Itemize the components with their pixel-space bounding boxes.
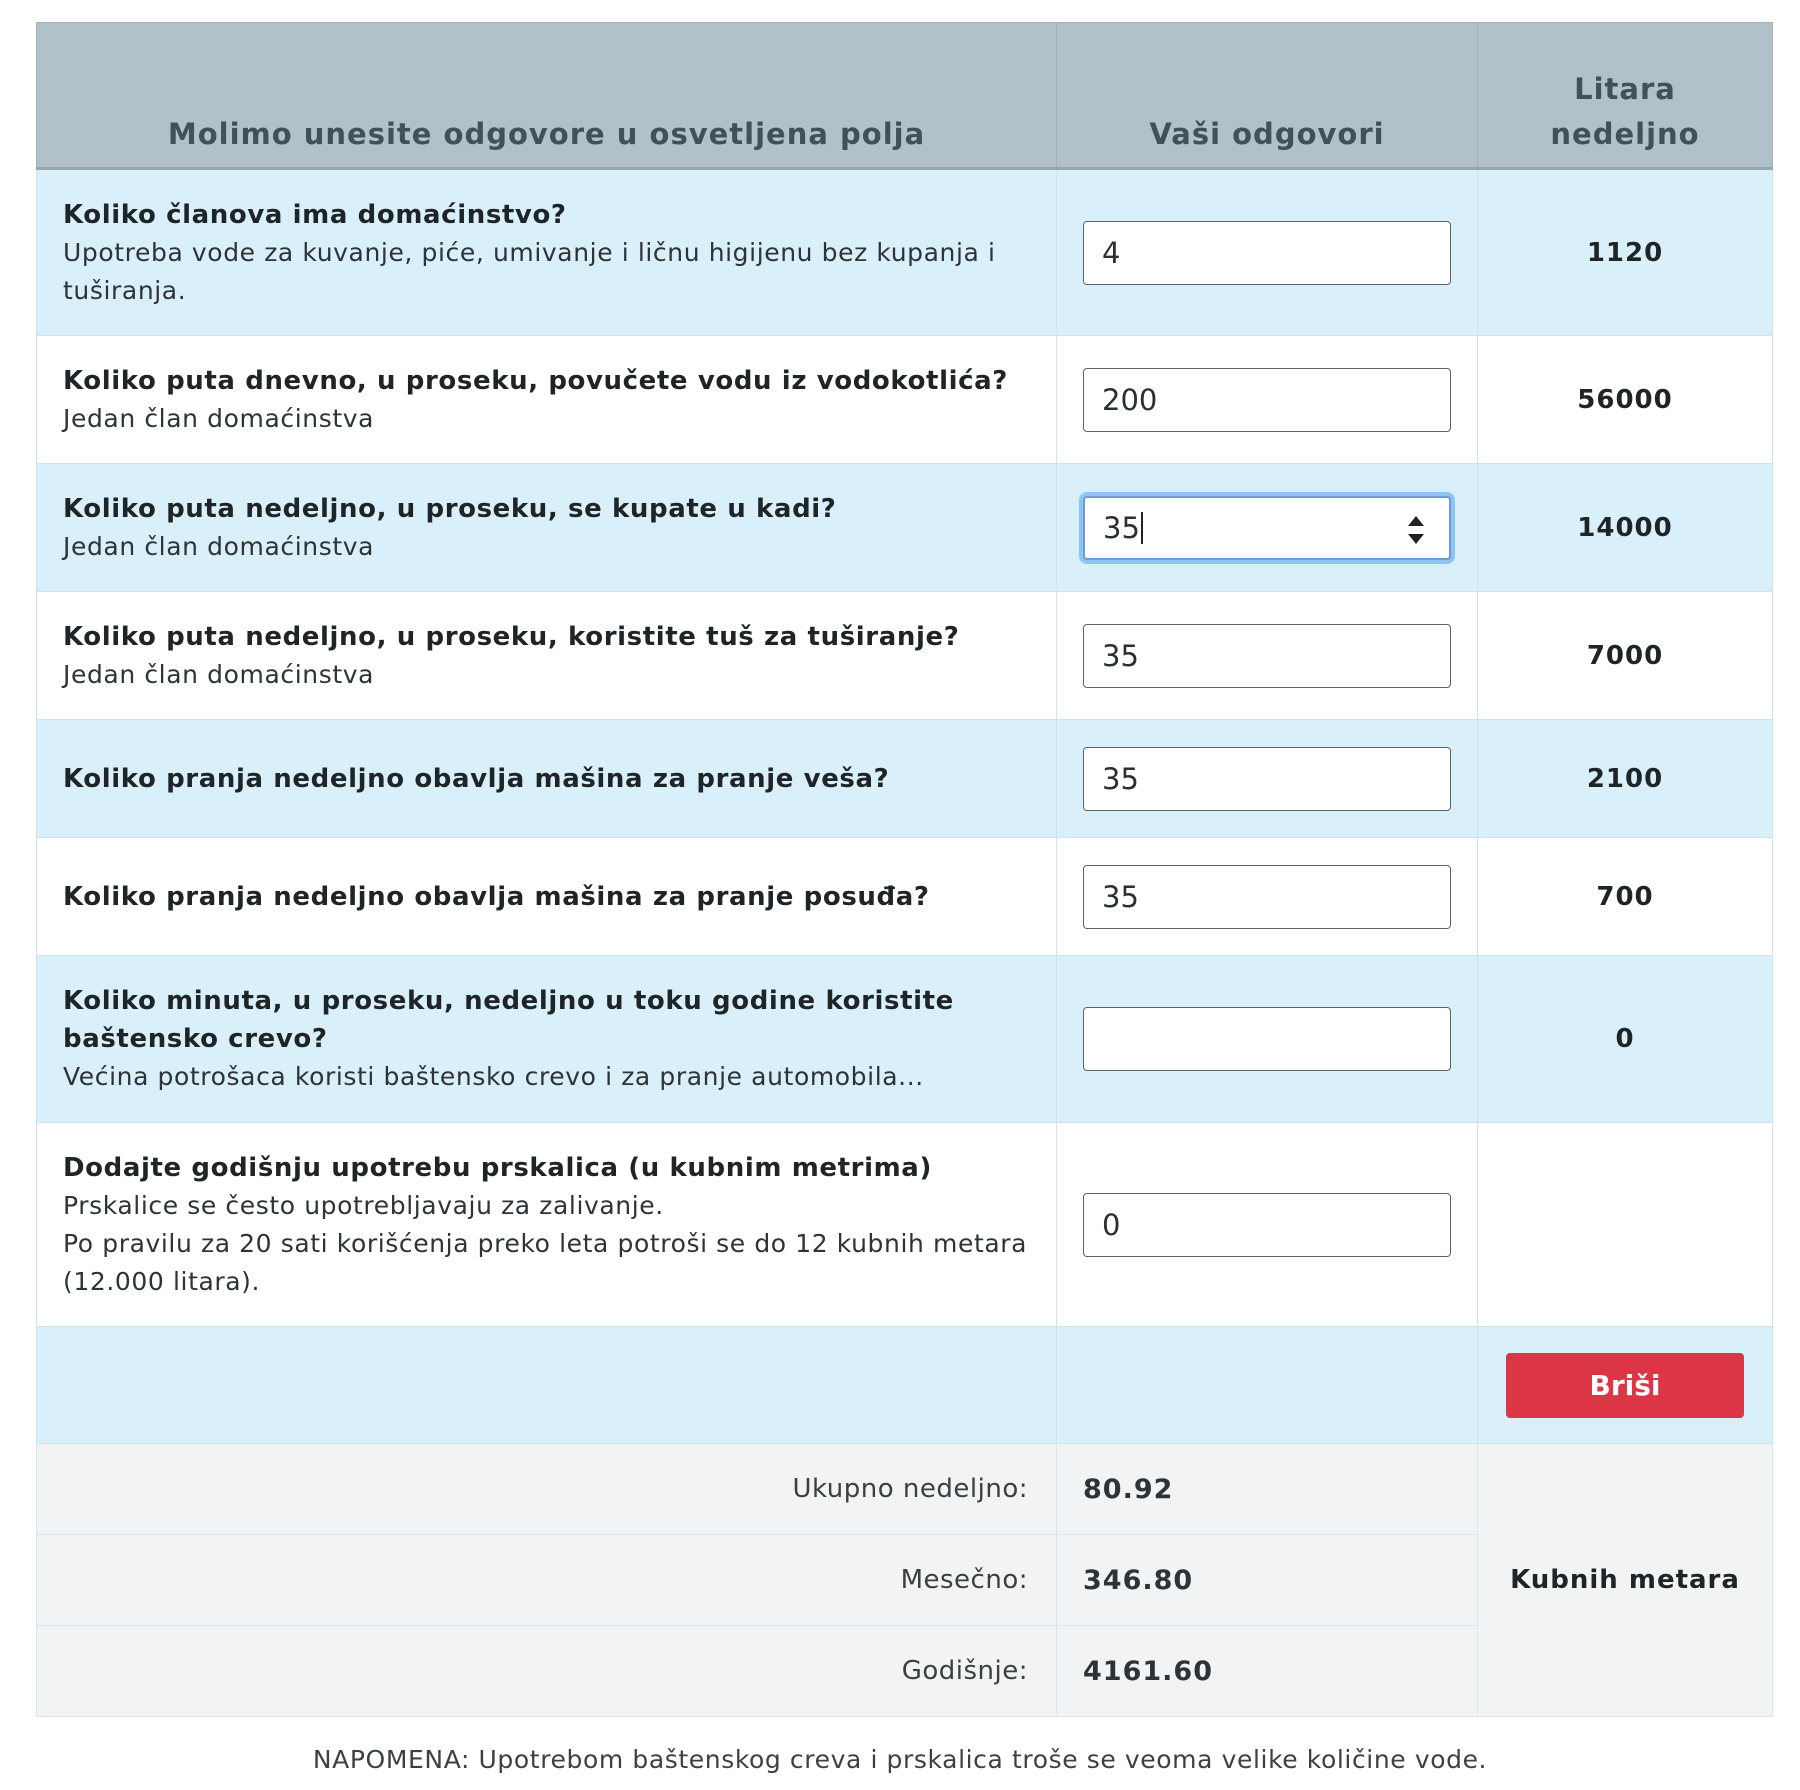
header-liters-line1: Litara <box>1574 72 1676 107</box>
question-cell <box>37 169 1057 336</box>
liters-weekly-value: 700 <box>1478 838 1773 956</box>
question-subtitle: Većina potrošaca koristi baštensko crevo i za pranje automobila... <box>63 1062 924 1091</box>
table-header-row <box>37 23 1773 169</box>
question-title: Koliko puta nedeljno, u proseku, se kupate u kadi? <box>63 493 837 524</box>
sprinkler-input[interactable] <box>1083 1193 1451 1257</box>
header-liters-line2: nedeljno <box>1550 117 1700 152</box>
question-cell <box>37 336 1057 464</box>
liters-weekly-value: 1120 <box>1478 169 1773 336</box>
input-value: 200 <box>1102 382 1158 417</box>
question-cell <box>37 956 1057 1123</box>
header-questions: Molimo unesite odgovore u osvetljena polja <box>37 23 1057 169</box>
answer-cell <box>1057 956 1478 1123</box>
dishwasher-input[interactable] <box>1083 865 1451 929</box>
question-cell <box>37 838 1057 956</box>
liters-weekly-value: 14000 <box>1478 464 1773 592</box>
answer-cell <box>1057 464 1478 592</box>
question-title: baštensko crevo? <box>63 1024 328 1054</box>
actions-button-cell <box>1478 1327 1773 1444</box>
summary-yearly-label: Godišnje: <box>37 1626 1057 1717</box>
clear-button[interactable]: Briši <box>1506 1353 1744 1418</box>
question-title: Dodajte godišnju upotrebu prskalica (u kubnim metrima) <box>63 1152 932 1183</box>
liters-weekly-value: 2100 <box>1478 720 1773 838</box>
question-title: Koliko puta dnevno, u proseku, povučete vodu iz vodokotlića? <box>63 365 1008 396</box>
bath-count-input[interactable] <box>1083 496 1451 560</box>
question-subtitle: Po pravilu za 20 sati korišćenja preko leta potroši se do 12 kubnih metara <box>63 1228 1028 1258</box>
question-subtitle: (12.000 litara). <box>63 1266 261 1296</box>
answer-cell <box>1057 336 1478 464</box>
question-subtitle: Upotreba vode za kuvanje, piće, umivanje i ličnu higijenu bez kupanja i <box>63 237 996 267</box>
liters-weekly-value: 56000 <box>1478 336 1773 464</box>
question-cell <box>37 1123 1057 1327</box>
table-row-toilet-flushes <box>37 336 1773 464</box>
spin-down-icon[interactable] <box>1408 534 1424 544</box>
shower-count-input[interactable] <box>1083 624 1451 688</box>
question-subtitle: Jedan član domaćinstva <box>63 403 375 433</box>
summary-unit: Kubnih metara <box>1478 1444 1773 1717</box>
question-title: Koliko puta nedeljno, u proseku, koristite tuš za tuširanje? <box>63 621 960 652</box>
question-cell <box>37 464 1057 592</box>
input-value: 35 <box>1103 510 1140 545</box>
input-value: 35 <box>1102 638 1139 673</box>
question-cell <box>37 592 1057 720</box>
liters-weekly-value: 0 <box>1478 956 1773 1123</box>
answer-cell <box>1057 169 1478 336</box>
question-subtitle: Jedan član domaćinstva <box>63 659 375 689</box>
footnote: NAPOMENA: Upotrebom baštenskog creva i prskalica troše se veoma velike količine vode. <box>312 1745 1488 1774</box>
garden-hose-input[interactable] <box>1083 1007 1451 1071</box>
header-liters-weekly <box>1478 23 1773 169</box>
question-subtitle: Prskalice se često upotrebljavaju za zalivanje. <box>63 1190 664 1220</box>
answer-cell <box>1057 720 1478 838</box>
summary-weekly-value: 80.92 <box>1057 1444 1478 1535</box>
question-title: Koliko članova ima domaćinstvo? <box>63 199 567 230</box>
text-caret <box>1141 512 1143 544</box>
household-members-input[interactable] <box>1083 221 1451 285</box>
table-row-shower <box>37 592 1773 720</box>
answer-cell <box>1057 838 1478 956</box>
summary-weekly-label: Ukupno nedeljno: <box>37 1444 1057 1535</box>
actions-row <box>37 1327 1773 1444</box>
question-title: Koliko pranja nedeljno obavlja mašina za pranje posuđa? <box>63 881 930 912</box>
table-row-washing-machine <box>37 720 1773 838</box>
question-title: Koliko pranja nedeljno obavlja mašina za pranje veša? <box>63 763 890 794</box>
summary-monthly-value: 346.80 <box>1057 1535 1478 1626</box>
summary-yearly-value: 4161.60 <box>1057 1626 1478 1717</box>
question-subtitle: Jedan član domaćinstva <box>63 531 375 561</box>
summary-row-weekly <box>37 1444 1773 1535</box>
question-cell <box>37 720 1057 838</box>
table-row-dishwasher <box>37 838 1773 956</box>
input-value: 35 <box>1102 879 1139 914</box>
water-calculator-table <box>36 22 1773 1717</box>
table-row-bath <box>37 464 1773 592</box>
question-subtitle: tuširanja. <box>63 275 187 305</box>
actions-empty-cell <box>1057 1327 1478 1444</box>
input-value: 0 <box>1102 1207 1121 1242</box>
number-spinner[interactable] <box>1409 514 1423 546</box>
answer-cell <box>1057 1123 1478 1327</box>
actions-empty-cell <box>37 1327 1057 1444</box>
input-value: 4 <box>1102 235 1121 270</box>
table-row-garden-hose <box>37 956 1773 1123</box>
liters-weekly-value <box>1478 1123 1773 1327</box>
input-value: 35 <box>1102 761 1139 796</box>
toilet-flushes-input[interactable] <box>1083 368 1451 432</box>
washing-machine-input[interactable] <box>1083 747 1451 811</box>
spin-up-icon[interactable] <box>1408 516 1424 526</box>
table-row-sprinklers <box>37 1123 1773 1327</box>
summary-monthly-label: Mesečno: <box>37 1535 1057 1626</box>
table-row-household-members <box>37 169 1773 336</box>
answer-cell <box>1057 592 1478 720</box>
liters-weekly-value: 7000 <box>1478 592 1773 720</box>
question-title: Koliko minuta, u proseku, nedeljno u toku godine koristite <box>63 986 954 1016</box>
header-answers: Vaši odgovori <box>1057 23 1478 169</box>
